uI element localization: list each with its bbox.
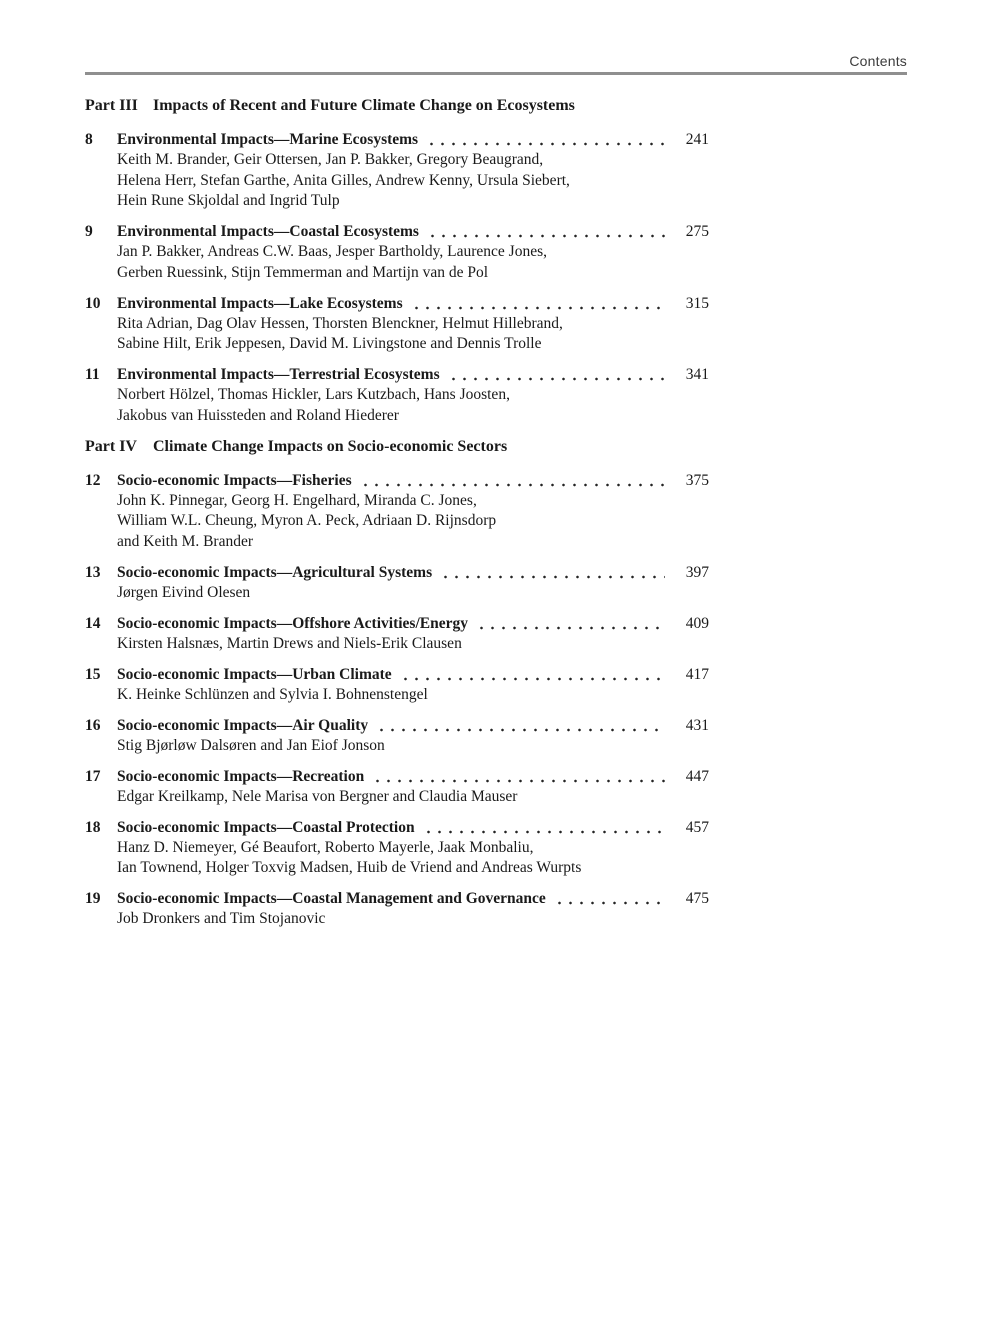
- chapter-title: Environmental Impacts—Coastal Ecosystems: [117, 223, 419, 240]
- author-lines: [85, 583, 709, 604]
- chapter-entry: [85, 293, 709, 355]
- dot-leader: [397, 664, 665, 685]
- chapter-number: 12: [85, 471, 101, 489]
- chapter-page-number: 241: [685, 131, 709, 148]
- chapter-number: 10: [85, 294, 101, 312]
- dot-leader: [445, 364, 665, 385]
- chapter-row: [85, 664, 709, 685]
- chapter-title: Socio-economic Impacts—Agricultural Systems: [117, 563, 433, 581]
- chapter-entry: [85, 766, 709, 808]
- chapter-row: [85, 364, 709, 385]
- dot-leader: [551, 888, 665, 909]
- author-line: K. Heinke Schlünzen and Sylvia I. Bohnenstengel: [117, 685, 428, 703]
- part-title: Impacts of Recent and Future Climate Change on Ecosystems: [153, 97, 575, 114]
- author-line: Ian Townend, Holger Toxvig Madsen, Huib de Vriend and Andreas Wurpts: [117, 859, 582, 876]
- chapter-title: Environmental Impacts—Terrestrial Ecosystems: [117, 366, 440, 383]
- chapter-entry: [85, 562, 709, 604]
- chapter-entry: [85, 613, 709, 655]
- chapter-number: 18: [85, 818, 101, 836]
- chapter-entry: [85, 817, 709, 879]
- chapter-page-number: 315: [685, 294, 709, 312]
- author-line: Norbert Hölzel, Thomas Hickler, Lars Kutzbach, Hans Joosten,: [117, 386, 510, 403]
- chapter-entry: [85, 129, 709, 212]
- author-lines: [85, 385, 709, 426]
- author-line: Helena Herr, Stefan Garthe, Anita Gilles, Andrew Kenny, Ursula Siebert,: [117, 171, 570, 189]
- author-line: Job Dronkers and Tim Stojanovic: [117, 910, 326, 927]
- chapter-number: 8: [85, 131, 93, 148]
- chapter-page-number: 275: [685, 223, 709, 240]
- chapter-page-number: 409: [685, 614, 709, 632]
- author-lines: [85, 491, 709, 553]
- chapter-entry: [85, 888, 709, 930]
- part-label: Part IV: [85, 437, 137, 455]
- chapter-entry: [85, 664, 709, 706]
- author-line: William W.L. Cheung, Myron A. Peck, Adriaan D. Rijnsdorp: [117, 512, 497, 529]
- chapter-page-number: 397: [685, 563, 709, 581]
- dot-leader: [373, 715, 665, 736]
- author-lines: [85, 242, 709, 283]
- running-header: Contents: [849, 53, 907, 69]
- author-lines: [85, 736, 709, 757]
- chapter-row: [85, 817, 709, 838]
- chapter-entry: [85, 221, 709, 283]
- author-line: Jørgen Eivind Olesen: [117, 583, 251, 601]
- dot-leader: [369, 766, 665, 787]
- dot-leader: [423, 129, 665, 150]
- toc: [85, 95, 709, 939]
- author-lines: [85, 150, 709, 212]
- chapter-row: [85, 715, 709, 736]
- author-line: Rita Adrian, Dag Olav Hessen, Thorsten Blenckner, Helmut Hillebrand,: [117, 314, 563, 332]
- chapter-title: Environmental Impacts—Marine Ecosystems: [117, 131, 419, 148]
- dot-leader: [357, 470, 665, 491]
- author-lines: [85, 909, 709, 930]
- author-line: Hanz D. Niemeyer, Gé Beaufort, Roberto Mayerle, Jaak Monbaliu,: [117, 838, 534, 856]
- chapter-entry: [85, 364, 709, 426]
- author-line: Hein Rune Skjoldal and Ingrid Tulp: [117, 192, 340, 209]
- chapter-row: [85, 129, 709, 150]
- chapter-number: 16: [85, 716, 101, 734]
- part-label: Part III: [85, 97, 138, 114]
- author-line: Sabine Hilt, Erik Jeppesen, David M. Livingstone and Dennis Trolle: [117, 335, 542, 352]
- author-line: Jakobus van Huissteden and Roland Hiederer: [117, 406, 399, 424]
- author-lines: [85, 314, 709, 355]
- author-line: Edgar Kreilkamp, Nele Marisa von Bergner and Claudia Mauser: [117, 787, 518, 805]
- dot-leader: [420, 817, 665, 838]
- author-line: John K. Pinnegar, Georg H. Engelhard, Miranda C. Jones,: [117, 491, 477, 509]
- chapter-row: [85, 562, 709, 583]
- chapter-list: [85, 129, 709, 426]
- chapter-number: 19: [85, 890, 101, 907]
- chapter-title: Socio-economic Impacts—Air Quality: [117, 716, 369, 734]
- author-lines: [85, 838, 709, 879]
- author-lines: [85, 685, 709, 706]
- chapter-number: 13: [85, 563, 101, 581]
- chapter-page-number: 375: [685, 471, 709, 489]
- chapter-title: Socio-economic Impacts—Recreation: [117, 767, 365, 785]
- chapter-number: 14: [85, 614, 101, 632]
- chapter-title: Environmental Impacts—Lake Ecosystems: [117, 294, 403, 312]
- dot-leader: [424, 221, 665, 242]
- author-line: Gerben Ruessink, Stijn Temmerman and Martijn van de Pol: [117, 263, 489, 281]
- chapter-title: Socio-economic Impacts—Urban Climate: [117, 665, 392, 683]
- author-line: and Keith M. Brander: [117, 532, 254, 550]
- chapter-page-number: 447: [685, 767, 709, 785]
- part-section: [85, 436, 709, 930]
- author-lines: [85, 634, 709, 655]
- header-rule: [85, 72, 907, 75]
- chapter-title: Socio-economic Impacts—Coastal Management and Governance: [117, 890, 546, 907]
- part-title: Climate Change Impacts on Socio-economic Sectors: [153, 437, 508, 455]
- author-line: Kirsten Halsnæs, Martin Drews and Niels-Erik Clausen: [117, 634, 462, 652]
- author-line: Stig Bjørløw Dalsøren and Jan Eiof Jonson: [117, 736, 385, 754]
- chapter-row: [85, 888, 709, 909]
- author-lines: [85, 787, 709, 808]
- chapter-title: Socio-economic Impacts—Offshore Activities/Energy: [117, 614, 468, 632]
- chapter-number: 9: [85, 223, 93, 240]
- chapter-page-number: 475: [685, 890, 709, 907]
- chapter-title: Socio-economic Impacts—Fisheries: [117, 471, 352, 489]
- chapter-page-number: 457: [685, 818, 709, 836]
- chapter-entry: [85, 715, 709, 757]
- author-line: Keith M. Brander, Geir Ottersen, Jan P. Bakker, Gregory Beaugrand,: [117, 151, 544, 168]
- dot-leader: [473, 613, 665, 634]
- part-heading: [85, 95, 709, 116]
- chapter-page-number: 341: [685, 366, 709, 383]
- dot-leader: [437, 562, 665, 583]
- chapter-row: [85, 293, 709, 314]
- part-heading: [85, 436, 709, 457]
- chapter-number: 15: [85, 665, 101, 683]
- chapter-row: [85, 470, 709, 491]
- chapter-row: [85, 613, 709, 634]
- chapter-title: Socio-economic Impacts—Coastal Protection: [117, 818, 415, 836]
- chapter-row: [85, 221, 709, 242]
- chapter-entry: [85, 470, 709, 553]
- dot-leader: [408, 293, 665, 314]
- chapter-number: 17: [85, 767, 101, 785]
- chapter-list: [85, 470, 709, 930]
- chapter-page-number: 417: [685, 665, 709, 683]
- part-section: [85, 95, 709, 426]
- author-line: Jan P. Bakker, Andreas C.W. Baas, Jesper Bartholdy, Laurence Jones,: [117, 243, 547, 260]
- chapter-number: 11: [85, 366, 100, 383]
- chapter-row: [85, 766, 709, 787]
- chapter-page-number: 431: [685, 716, 709, 734]
